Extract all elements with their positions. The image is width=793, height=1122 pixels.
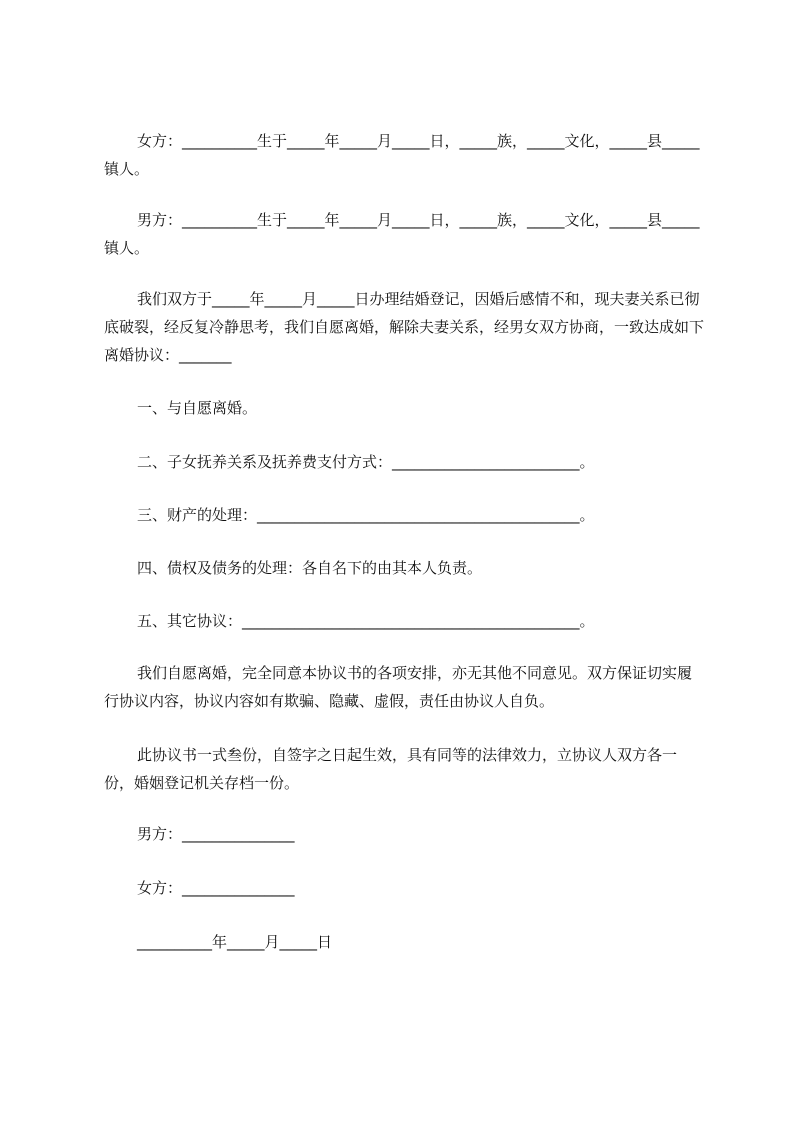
female-signature-line: 女方：_______________ [137, 879, 295, 897]
date-line: __________年_____月_____日 [137, 933, 333, 951]
voluntary-statement-paragraph: 我们自愿离婚，完全同意本协议书的各项安排，亦无其他不同意见。双方保证切实履行协议内容，协议内容如有欺骗、隐藏、虚假，责任由协议人自负。 [104, 664, 693, 710]
male-signature-line: 男方：_______________ [137, 825, 295, 843]
female-info-paragraph: 女方：__________生于_____年_____月_____日，_____族，_____文化，_____县_____镇人。 [104, 132, 700, 178]
clause-1: 一、与自愿离婚。 [137, 399, 258, 417]
marriage-statement-paragraph: 我们双方于_____年_____月_____日办理结婚登记，因婚后感情不和，现夫妻关系已彻底破裂，经反复冷静思考，我们自愿离婚，解除夫妻关系，经男女双方协商，一致达成如下离婚协议：_______ [104, 290, 705, 364]
clause-3-property: 三、财产的处理：___________________________________________。 [137, 506, 595, 524]
clause-2-child-custody: 二、子女抚养关系及抚养费支付方式：_________________________。 [137, 453, 595, 471]
clause-4-debts: 四、债权及债务的处理：各自名下的由其本人负责。 [137, 559, 483, 577]
copies-statement-paragraph: 此协议书一式叁份，自签字之日起生效，具有同等的法律效力，立协议人双方各一份，婚姻登记机关存档一份。 [104, 746, 678, 792]
male-info-paragraph: 男方：__________生于_____年_____月_____日，_____族，_____文化，_____县_____镇人。 [104, 211, 700, 257]
clause-5-other: 五、其它协议：_____________________________________________。 [137, 612, 595, 630]
